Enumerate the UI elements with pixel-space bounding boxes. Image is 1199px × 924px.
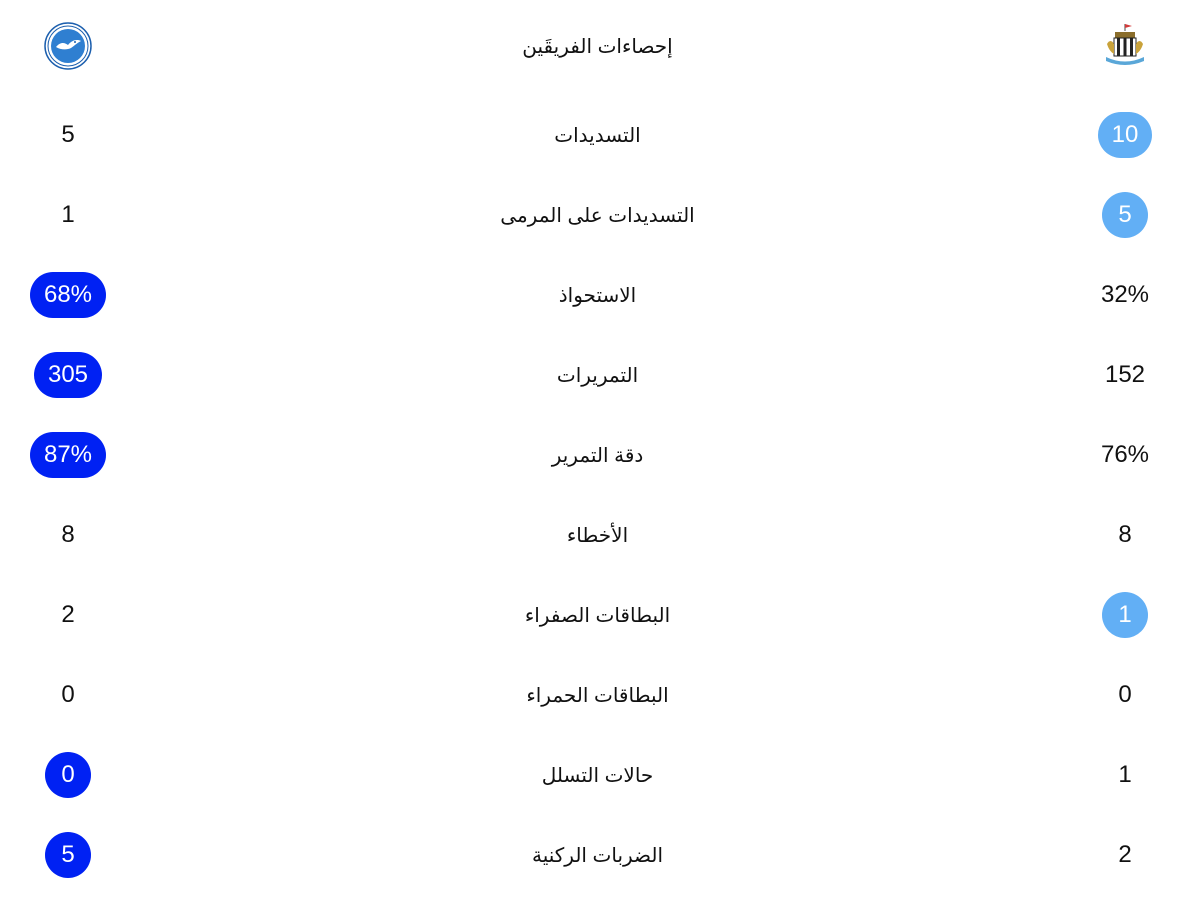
- home-stat-cell: [1065, 175, 1185, 255]
- home-stat-value: 1: [1118, 761, 1132, 788]
- home-stat-value: 1: [1102, 592, 1148, 638]
- home-stat-cell: [1065, 495, 1185, 575]
- away-stat-cell: [8, 575, 128, 655]
- stats-title: إحصاءات الفريقَين: [522, 35, 673, 58]
- stats-header: [0, 6, 1199, 86]
- home-stat-cell: [1065, 735, 1185, 815]
- away-stat-cell: [8, 655, 128, 735]
- home-stat-cell: [1065, 815, 1185, 895]
- away-stat-value: 0: [45, 752, 91, 798]
- home-stat-cell: [1065, 335, 1185, 415]
- away-stat-cell: [8, 815, 128, 895]
- away-stat-value: 8: [61, 521, 75, 548]
- away-team-logo: [8, 6, 128, 86]
- stat-label: الاستحواذ: [558, 284, 637, 307]
- home-stat-value: 10: [1098, 112, 1153, 158]
- stat-label: البطاقات الحمراء: [526, 684, 669, 707]
- away-stat-cell: [8, 175, 128, 255]
- home-stat-value: 8: [1118, 521, 1132, 548]
- stat-row: [0, 255, 1199, 335]
- stat-row: [0, 735, 1199, 815]
- stat-label: الضربات الركنية: [531, 844, 664, 867]
- home-stat-value: 5: [1102, 192, 1148, 238]
- stat-label: التسديدات: [554, 124, 641, 147]
- home-stat-cell: [1065, 255, 1185, 335]
- away-stat-value: 2: [61, 601, 75, 628]
- away-stat-cell: [8, 495, 128, 575]
- home-stat-cell: [1065, 655, 1185, 735]
- home-stat-value: 76%: [1100, 441, 1150, 468]
- stat-label: التسديدات على المرمى: [500, 204, 695, 227]
- away-stat-value: 5: [45, 832, 91, 878]
- away-stat-value: 68%: [30, 272, 106, 318]
- away-stat-value: 305: [34, 352, 102, 398]
- stat-row: [0, 575, 1199, 655]
- stat-row: [0, 815, 1199, 895]
- stat-label: التمريرات: [556, 364, 639, 387]
- stat-row: [0, 495, 1199, 575]
- brighton-crest-icon: [44, 22, 92, 70]
- stat-row: [0, 95, 1199, 175]
- stat-label: حالات التسلل: [541, 764, 654, 787]
- stat-row: [0, 335, 1199, 415]
- home-stat-value: 2: [1118, 841, 1132, 868]
- home-stat-cell: [1065, 415, 1185, 495]
- stat-label: دقة التمرير: [551, 444, 644, 467]
- home-stat-value: 32%: [1100, 281, 1150, 308]
- away-stat-value: 87%: [30, 432, 106, 478]
- home-stat-cell: [1065, 575, 1185, 655]
- stat-row: [0, 175, 1199, 255]
- away-stat-cell: [8, 255, 128, 335]
- stat-label: الأخطاء: [566, 524, 629, 547]
- away-stat-cell: [8, 415, 128, 495]
- away-stat-value: 1: [61, 201, 75, 228]
- away-stat-cell: [8, 735, 128, 815]
- away-stat-cell: [8, 95, 128, 175]
- away-stat-value: 0: [61, 681, 75, 708]
- home-stat-value: 0: [1118, 681, 1132, 708]
- stat-row: [0, 655, 1199, 735]
- home-team-logo: [1065, 6, 1185, 86]
- away-stat-value: 5: [61, 121, 75, 148]
- newcastle-crest-icon: [1101, 22, 1149, 70]
- away-stat-cell: [8, 335, 128, 415]
- stat-label: البطاقات الصفراء: [524, 604, 671, 627]
- home-stat-value: 152: [1104, 361, 1146, 388]
- stat-row: [0, 415, 1199, 495]
- home-stat-cell: [1065, 95, 1185, 175]
